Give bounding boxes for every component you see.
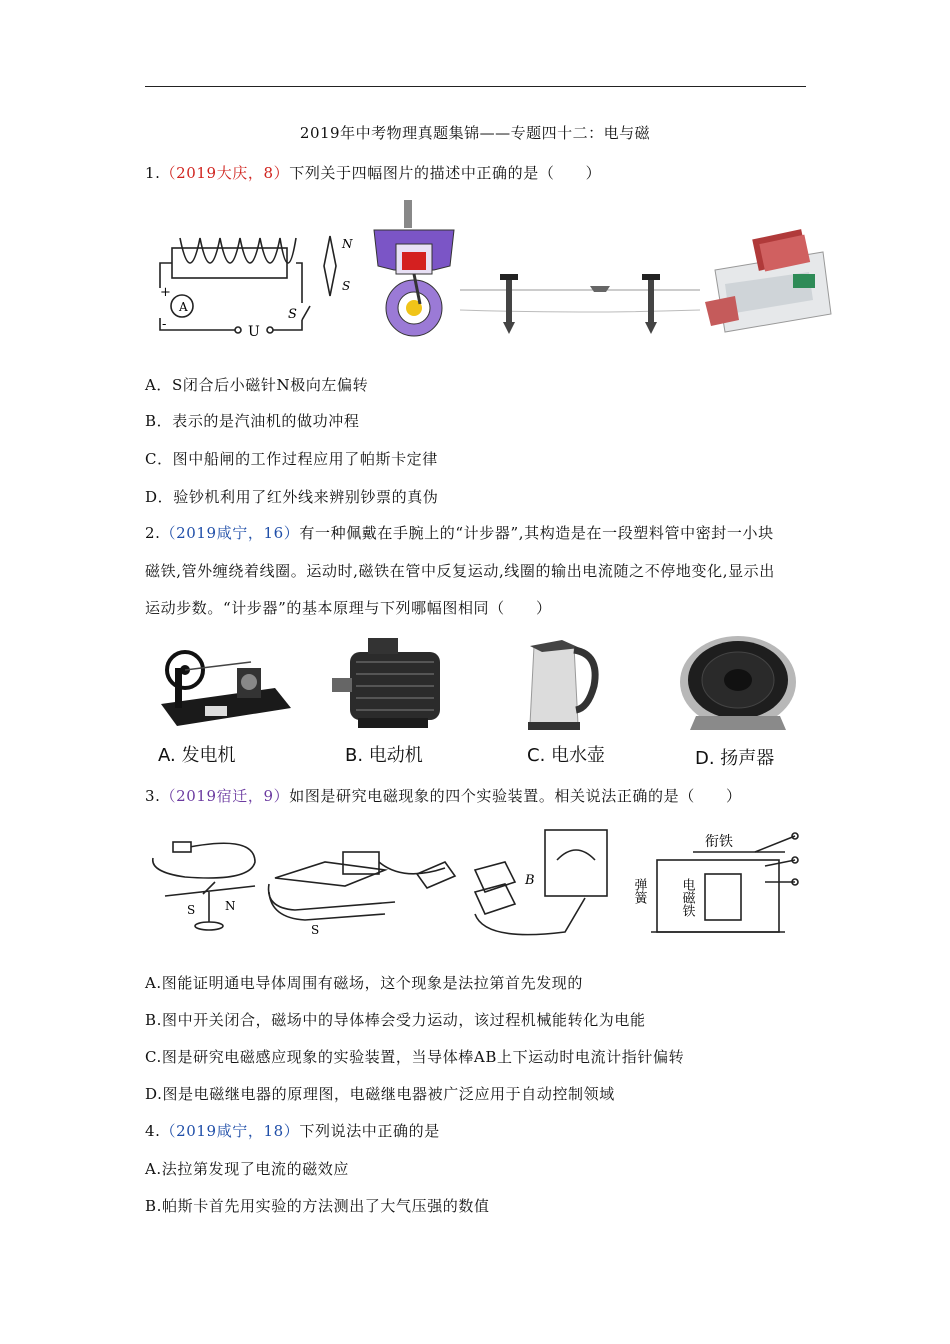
caption-kettle: C. 电水壶 [527, 745, 606, 766]
electric-motor-photo [328, 632, 458, 734]
electromagnetism-experiments-figure [145, 822, 810, 944]
question-stem: 下列关于四幅图片的描述中正确的是（ ） [289, 164, 602, 182]
option-c: C.图是研究电磁感应现象的实验装置，当导体棒AB上下运动时电流计指针偏转 [145, 1048, 685, 1066]
caption-motor: B. 电动机 [345, 745, 423, 766]
question-2 [145, 522, 774, 543]
engine-cylinder-figure [368, 200, 460, 338]
caption-generator: A. 发电机 [158, 745, 236, 766]
ship-lock-figure [460, 262, 700, 347]
question-3 [145, 785, 742, 806]
option-a: A．S闭合后小磁针N极向左偏转 [145, 376, 369, 394]
question-source: （2019咸宁，16） [160, 524, 300, 542]
option-d: D．验钞机利用了红外线来辨别钞票的真伪 [145, 488, 439, 506]
minus-label: - [162, 317, 167, 332]
fig3-north-label: N [225, 899, 236, 913]
fig3-magnet-south-label: S [311, 923, 320, 937]
question-stem: 下列说法中正确的是 [299, 1122, 440, 1140]
question-number: 2. [145, 524, 161, 542]
spring-label: 弹簧 [631, 878, 647, 904]
page-title: 2019年中考物理真题集锦——专题四十二：电与磁 [299, 124, 651, 142]
speaker-photo [676, 630, 800, 738]
question-number: 4. [145, 1122, 161, 1140]
ammeter-label: A [179, 300, 188, 314]
option-a: A.法拉第发现了电流的磁效应 [145, 1160, 350, 1178]
question-stem: 如图是研究电磁现象的四个实验装置。相关说法正确的是（ ） [289, 787, 742, 805]
option-b: B.帕斯卡首先用实验的方法测出了大气压强的数值 [145, 1197, 490, 1215]
switch-label: S [288, 307, 297, 322]
question-source: （2019大庆，8） [160, 164, 290, 182]
solenoid-circuit-figure [150, 208, 365, 343]
voltage-label: U [248, 324, 260, 340]
question-number: 1. [145, 164, 161, 182]
question-number: 3. [145, 787, 161, 805]
question-source: （2019宿迁，9） [160, 787, 290, 805]
option-b: B．表示的是汽油机的做功冲程 [145, 412, 360, 430]
south-label: S [342, 279, 351, 293]
caption-speaker: D. 扬声器 [695, 748, 775, 769]
option-a: A.图能证明通电导体周围有磁场，这个现象是法拉第首先发现的 [145, 974, 584, 992]
option-b: B.图中开关闭合，磁场中的导体棒会受力运动，该过程机械能转化为电能 [145, 1011, 646, 1029]
header-rule [145, 86, 806, 87]
question-stem-line-2: 磁铁,管外缠绕着线圈。运动时,磁铁在管中反复运动,线圈的输出电流随之不停地变化,显示出 [145, 562, 775, 580]
money-counter-photo [705, 222, 837, 340]
electromagnet-label: 电磁铁 [679, 878, 695, 917]
electric-kettle-photo [522, 636, 606, 732]
generator-photo [155, 640, 295, 735]
armature-label: 衔铁 [705, 834, 733, 850]
question-stem-line-1: 有一种佩戴在手腕上的“计步器”,其构造是在一段塑料管中密封一小块 [299, 524, 774, 542]
option-c: C．图中船闸的工作过程应用了帕斯卡定律 [145, 450, 438, 468]
question-stem-line-3: 运动步数。“计步器”的基本原理与下列哪幅图相同（ ） [145, 599, 552, 617]
north-label: N [342, 237, 353, 251]
question-4 [145, 1120, 440, 1141]
question-source: （2019咸宁，18） [160, 1122, 300, 1140]
plus-label: + [160, 285, 171, 300]
question-1 [145, 162, 601, 183]
option-d: D.图是电磁继电器的原理图，电磁继电器被广泛应用于自动控制领域 [145, 1085, 615, 1103]
fig3-south-label: S [187, 903, 196, 917]
fig3-b-label: B [525, 873, 535, 888]
